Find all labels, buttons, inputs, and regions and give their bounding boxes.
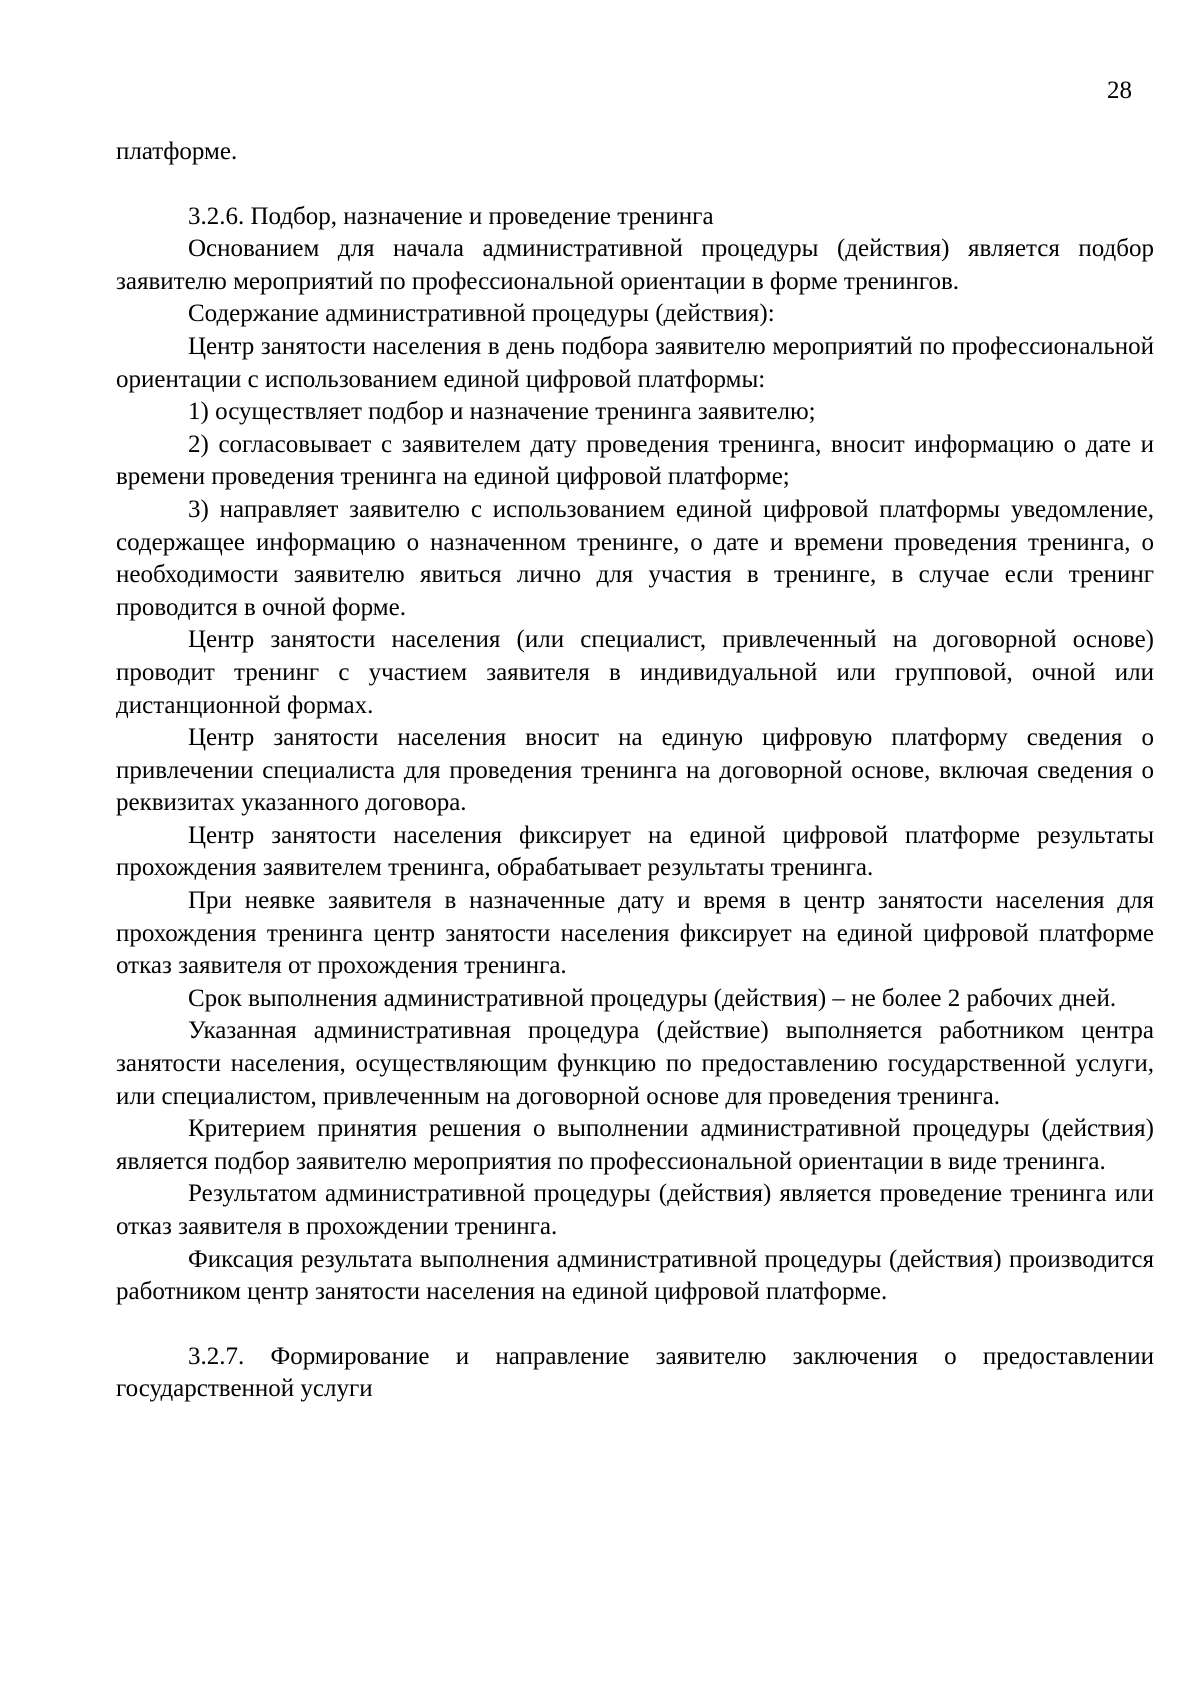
paragraph-spacer — [116, 1309, 1154, 1341]
section-heading-3-2-6: 3.2.6. Подбор, назначение и проведение тренинга — [188, 202, 714, 230]
paragraph: Центр занятости населения вносит на единую цифровую платформу сведения о привлечении специалиста для проведения тренинга на договорной основе, включая сведения о реквизитах указанного договора. — [116, 724, 1154, 817]
paragraph: Центр занятости населения (или специалист, привлеченный на договорной основе) проводит тренинг с участием заявителя в индивидуальной или групповой, очной или дистанционной формах. — [116, 626, 1154, 719]
list-item: 2) согласовывает с заявителем дату проведения тренинга, вносит информацию о дате и времени проведения тренинга на единой цифровой платформе; — [116, 430, 1154, 491]
paragraph: При неявке заявителя в назначенные дату и время в центр занятости населения для прохождения тренинга центр занятости населения фиксирует на единой цифровой платформе отказ заявителя от прохождения тренинга. — [116, 887, 1154, 980]
document-body — [116, 136, 1154, 1406]
paragraph: Фиксация результата выполнения административной процедуры (действия) производится работником центр занятости населения на единой цифровой платформе. — [116, 1245, 1154, 1306]
paragraph: Срок выполнения административной процедуры (действия) – не более 2 рабочих дней. — [188, 984, 1117, 1012]
paragraph: Центр занятости населения фиксирует на единой цифровой платформе результаты прохождения заявителем тренинга, обрабатывает результаты тренинга. — [116, 821, 1154, 882]
page-number: 28 — [1107, 77, 1132, 104]
paragraph: Критерием принятия решения о выполнении административной процедуры (действия) является подбор заявителю мероприятия по профессиональной ориентации в виде тренинга. — [116, 1115, 1154, 1175]
paragraph: Указанная административная процедура (действие) выполняется работником центра занятости населения, осуществляющим функцию по предоставлению государственной услуги, или специалистом, привлеченным на договорной основе для проведения тренинга. — [116, 1017, 1154, 1110]
paragraph: Содержание административной процедуры (действия): — [188, 300, 775, 328]
paragraph: Основанием для начала административной процедуры (действия) является подбор заявителю мероприятий по профессиональной ориентации в форме тренингов. — [116, 235, 1154, 295]
section-heading-3-2-7: 3.2.7. Формирование и направление заявителю заключения о предоставлении государственной услуги — [116, 1342, 1154, 1403]
paragraph: Центр занятости населения в день подбора заявителю мероприятий по профессиональной ориентации с использованием единой цифровой платформы: — [116, 332, 1154, 393]
list-item: 1) осуществляет подбор и назначение тренинга заявителю; — [188, 398, 816, 426]
paragraph-spacer — [116, 169, 1154, 201]
list-item: 3) направляет заявителю с использованием единой цифровой платформы уведомление, содержащее информацию о назначенном тренинге, о дате и времени проведения тренинга, о необходимости заявителю явиться лично для участия в тренинге, в случае если тренинг проводится в очной форме. — [116, 495, 1154, 621]
paragraph: Результатом административной процедуры (действия) является проведение тренинга или отказ заявителя в прохождении тренинга. — [116, 1180, 1154, 1240]
paragraph-continuation: платформе. — [116, 138, 238, 165]
